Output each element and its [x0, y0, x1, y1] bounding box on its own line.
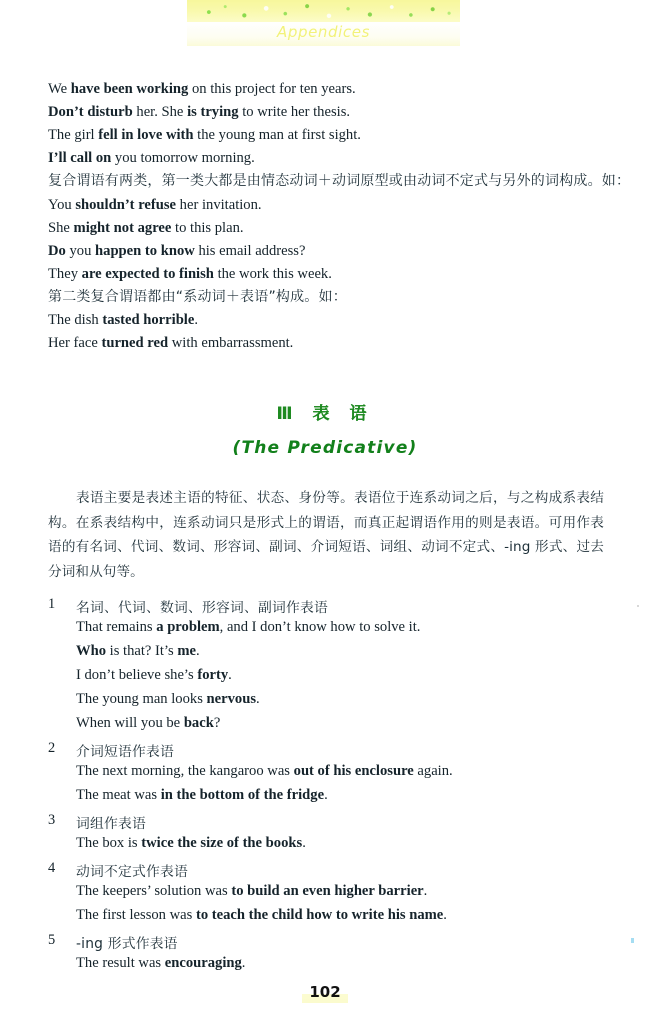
page-number: 102 — [302, 982, 347, 1003]
example-sentence: The young man looks nervous. — [76, 691, 260, 707]
scan-artefact-speck — [631, 938, 634, 943]
example-sentence: Do you happen to know his email address? — [48, 243, 306, 259]
example-sentence: The first lesson was to teach the child how to write his name. — [76, 907, 447, 923]
example-sentence: The next morning, the kangaroo was out of his enclosure again. — [76, 763, 453, 779]
example-sentence: The meat was in the bottom of the fridge. — [76, 787, 328, 803]
list-item-heading: 词组作表语 — [76, 816, 146, 832]
list-item-heading: -ing 形式作表语 — [76, 936, 178, 952]
example-sentence: Who is that? It’s me. — [76, 643, 200, 659]
example-sentence: They are expected to finish the work this week. — [48, 266, 332, 282]
explanatory-note: 第二类复合谓语都由“系动词＋表语”构成。如： — [48, 289, 347, 305]
example-sentence: That remains a problem, and I don’t know how to solve it. — [76, 619, 421, 635]
example-sentence: When will you be back? — [76, 715, 221, 731]
explanatory-note: 复合谓语有两类，第一类大都是由情态动词＋动词原型或由动词不定式与另外的词构成。如： — [48, 173, 631, 189]
page-number-container — [0, 982, 650, 1003]
example-sentence: The keepers’ solution was to build an even higher barrier. — [76, 883, 428, 899]
list-item-heading: 动词不定式作表语 — [76, 864, 188, 880]
list-item-number: 3 — [48, 812, 56, 828]
section-intro-paragraph: 表语主要是表述主语的特征、状态、身份等。表语位于连系动词之后，与之构成系表结构。在系表结构中，连系动词只是形式上的谓语，而真正起谓语作用的则是表语。可用作表语的有名词、代词、数词、形容词、副词、介词短语、词组、动词不定式、-ing 形式、过去分词和从句等。 — [48, 490, 604, 580]
section-heading-chinese: Ⅲ 表 语 — [0, 399, 650, 424]
list-item-number: 5 — [48, 932, 56, 948]
scan-artefact-tick — [637, 605, 639, 607]
example-sentence: We have been working on this project for ten years. — [48, 81, 356, 97]
section-heading-english: (The Predicative) — [232, 438, 418, 458]
example-sentence: The dish tasted horrible. — [48, 312, 198, 328]
example-sentence: The box is twice the size of the books. — [76, 835, 306, 851]
example-sentence: You shouldn’t refuse her invitation. — [48, 197, 262, 213]
example-sentence: I don’t believe she’s forty. — [76, 667, 232, 683]
example-sentence: I’ll call on you tomorrow morning. — [48, 150, 255, 166]
list-item-heading: 介词短语作表语 — [76, 744, 174, 760]
example-sentence: Her face turned red with embarrassment. — [48, 335, 294, 351]
example-sentence: The girl fell in love with the young man at first sight. — [48, 127, 361, 143]
list-item-number: 4 — [48, 860, 56, 876]
example-sentence: Don’t disturb her. She is trying to write her thesis. — [48, 104, 351, 120]
list-item-heading: 名词、代词、数词、形容词、副词作表语 — [76, 600, 328, 616]
example-sentence: The result was encouraging. — [76, 955, 246, 971]
example-sentence: She might not agree to this plan. — [48, 220, 244, 236]
list-item-number: 2 — [48, 740, 56, 756]
banner-title: Appendices — [276, 23, 371, 41]
list-item-number: 1 — [48, 596, 56, 612]
